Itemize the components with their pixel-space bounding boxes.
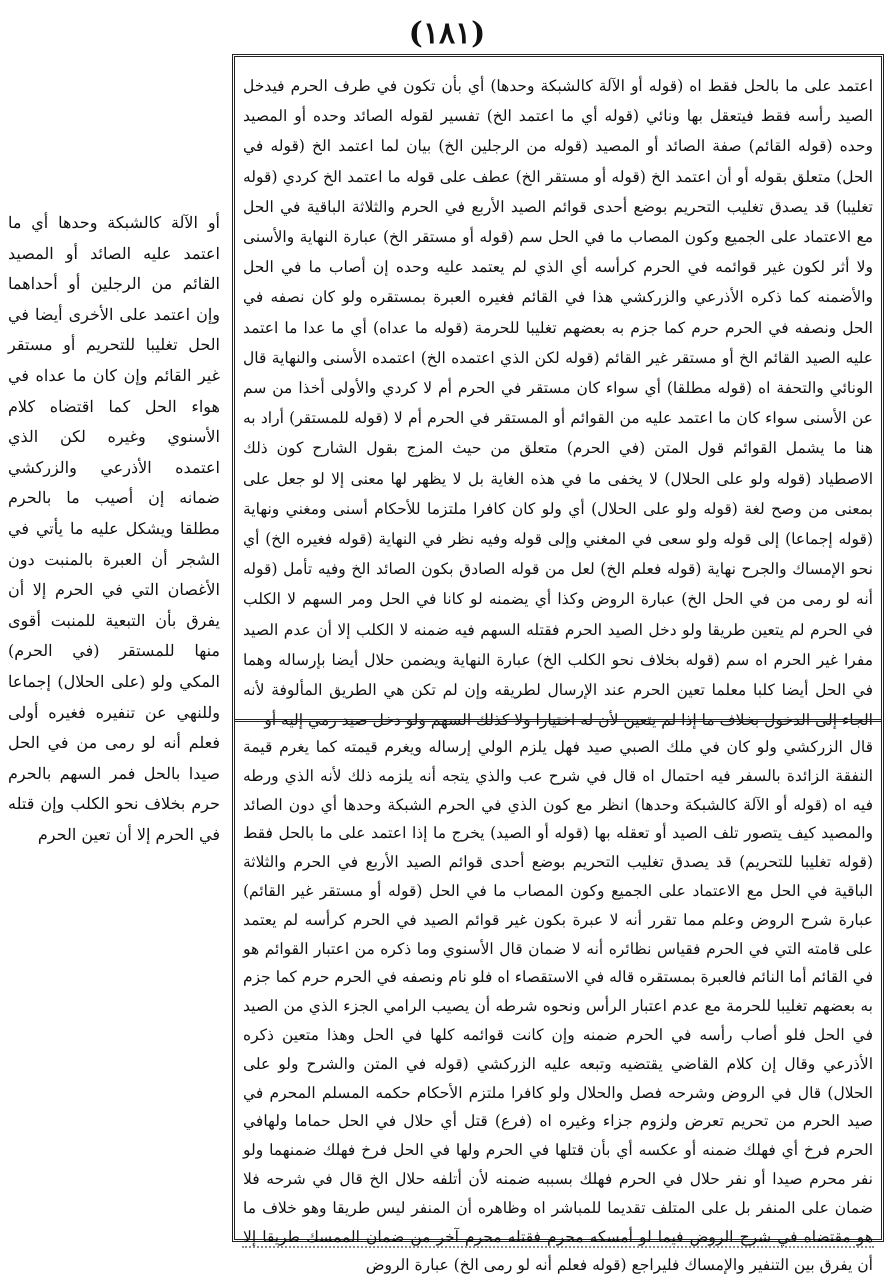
upper-commentary <box>243 71 873 730</box>
lower-commentary <box>243 733 873 1275</box>
lower-commentary-text: قال الزركشي ولو كان في ملك الصبي صيد فهل يلزم الولي إرساله ويغرم قيمته كما يغرم قيمة النفقة الزائدة بالسفر فيه احتمال اه قال في شرح عب والذي يتجه أنه يلزمه ذلك لأنه الذي ورطه فيه اه (قوله أو الآلة كالشبكة وحدها) انظر مع كون الذي في الحرم الشبكة وحدها أي دون الصائد والمصيد كيف يتصور تلف الصيد أو تعقله بها (قوله أو الصيد) يخرج ما إذا اعتمد على ما بالحل فقط (قوله تغليبا للتحريم) قد يصدق تغليب التحريم بوضع أحدى قوائم الصيد الأربع في الحرم والثلاثة الباقية في الحل مع الاعتماد على الجميع وكون المصاب ما في الحل (قوله أو مستقر غير القائم) عبارة شرح الروض وعلم مما تقرر أنه لا عبرة بكون غير قوائم الصيد في الحرم كرأسه لم يعتمد على قامته التي في الحرم فقياس نظائره أنه لا ضمان قال الأسنوي وما ذكره من اعتبار القوائم هو في القائم أما النائم فالعبرة بمستقره قاله في الاستقصاء اه فلو نام ونصفه في الحرم حرم كما جزم به بعضهم تغليبا للحرمة مع عدم اعتبار الرأس ونحوه شرطه أن يصيب الرامي الجزء الذي من الصيد في الحل فلو أصاب رأسه في الحرم ضمنه وإن كانت قوائمه كلها في الحل وهذا متعين ذكره الأذرعي وقال إن كلام القاضي يقتضيه وتبعه عليه الزركشي (قوله في المتن والشرح ولو على الحلال) قال في الروض وشرحه فصل والحلال ولو كافرا ملتزم الأحكام حكمه المسلم المحرم في صيد الحرم من تحريم تعرض ولزوم جزاء وغيره اه (فرع) قتل أي حلال في الحل حماما ولهافي الحرم فرخ أي فهلك ضمنه أو عكسه أي بأن قتلها في الحرم ولها في الحل فرخ فهلك ضمنهما ولو نفر محرم صيدا أو نفر حلال في الحرم فهلك بسببه ضمنه لأن أتلفه حلال الخ قال في شرحه فلا ضمان على المنفر بل على المتلف تقديما للمباشر اه وظاهره أن المنفر ليس طريقا وهو خلاف ما هو مقتضاه في شرح الروض فيما لو أمسكه محرم فقتله محرم آخر من ضمان الممسك طريقا إلا أن يفرق بين التنفير والإمساك فليراجع (قوله فعلم أنه لو رمى الخ) عبارة الروض <box>243 738 873 1275</box>
section-divider <box>235 719 881 722</box>
upper-commentary-text: اعتمد على ما بالحل فقط اه (قوله أو الآلة كالشبكة وحدها) أي بأن تكون في طرف الحرم فيدخل الصيد رأسه فقط فيتعقل بها ونائي (قوله أي ما اعتمد الخ) تفسير لقوله الصائد وحده أو المصيد وحده (قوله القائم) صفة الصائد أو المصيد (قوله من الرجلين الخ) بيان لما اعتمد الخ (قوله في الحل) متعلق بقوله أو أن اعتمد الخ (قوله أو مستقر الخ) عطف على قوله ما اعتمد الخ كردي (قوله تغليبا) قد يصدق تغليب التحريم بوضع أحدى قوائم الصيد الأربع في الحرم والثلاثة الباقية في الحل مع الاعتماد على الجميع وكون المصاب ما في الحل سم (قوله أو مستقر الخ) عبارة النهاية والأسنى ولا أثر لكون غير قوائمه في الحرم كرأسه أي الذي لم يعتمد عليه وحده إن أصاب ما في الحل والأضمنه كما ذكره الأذرعي والزركشي هذا في القائم فغيره العبرة بمستقره ولو كان نصفه في الحل ونصفه في الحرم حرم كما جزم به بعضهم تغليبا للحرمة (قوله ما عداه) أي ما عدا ما اعتمد عليه الصيد القائم الخ أو مستقر غير القائم (قوله لكن الذي اعتمده الخ) اعتمده الأسنى والنهاية قال الونائي والتحفة اه (قوله مطلقا) أي سواء كان مستقر في الحرم أم لا كردي والأولى أخذا من سم عن الأسنى سواء كان ما اعتمد عليه من القوائم أو المستقر في الحرم أم لا (قوله للمستقر) أراد به هنا ما يشمل القوائم قول المتن (في الحرم) متعلق من حيث المزج بقول الشارح كون ذلك الاصطياد (قوله ولو على الحلال) لا يخفى ما في هذه الغاية بل لا يظهر لها معنى إلا لو جعل على بمعنى من وصح لغة (قوله ولو على الحلال) أي ولو كان كافرا ملتزما للأحكام أسنى ومغني ونهاية (قوله إجماعا) إلى قوله ولو سعى في المغني وإلى قوله وفيه نظر في النهاية (قوله فغيره الخ) أي نحو الإمساك والجرح نهاية (قوله فعلم الخ) لعل من قوله الصادق بكون الصائد الخ وفيه تأمل (قوله أنه لو رمى من في الحل الخ) عبارة الروض وكذا أي يضمنه لو كانا في الحل ومر السهم لا الكلب في الحرم لم يتعين طريقا ولو دخل الصيد الحرم فقتله السهم فيه ضمنه لا الكلب إلا أن عدم الصيد مفرا غير الحرم اه سم (قوله بخلاف نحو الكلب الخ) عبارة النهاية ويضمن حلال أيضا بإرساله وهما في الحل أيضا كلبا معلما تعين الحرم عند الإرسال لطريقه وإن لم تكن هي الطريق المألوفة لأنه الجاء إلى الدخول بخلاف ما إذا لم يتعين لأن له اختيارا ولا كذلك السهم ولو دخل صيد رمي إليه أو <box>243 77 873 730</box>
page-number: (١٨١) <box>408 16 486 51</box>
margin-text-column <box>8 208 220 1048</box>
commentary-frame <box>232 54 884 1275</box>
bottom-dotted-rule <box>242 1246 874 1248</box>
margin-text: أو الآلة كالشبكة وحدها أي ما اعتمد عليه الصائد أو المصيد القائم من الرجلين أو أحداهما وإن اعتمد على الأخرى أيضا في الحل تغليبا للتحريم أو مستقر غير القائم وإن كان ما عداه في هواء الحل كما اقتضاه كلام الأسنوي وغيره لكن الذي اعتمده الأذرعي والزركشي ضمانه إن أصيب ما بالحرم مطلقا ويشكل عليه ما يأتي في الشجر أن العبرة بالمنبت دون الأغصان التي في الحرم إلا أن يفرق بأن التبعية للمنبت أقوى منها للمستقر (في الحرم) المكي ولو (على الحلال) إجماعا وللنهي عن تنفيره فغيره أولى فعلم أنه لو رمى من في الحل صيدا بالحل فمر السهم بالحرم حرم بخلاف نحو الكلب وإن قتله في الحرم إلا أن تعين الحرم <box>8 213 220 844</box>
